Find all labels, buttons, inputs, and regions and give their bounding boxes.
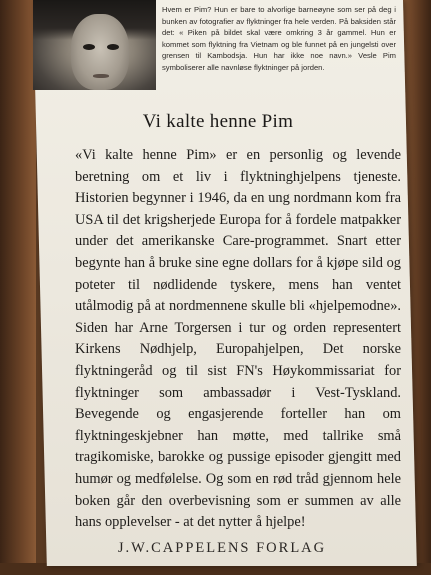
- portrait-mouth: [93, 74, 109, 78]
- portrait-left-eye: [83, 44, 95, 50]
- child-portrait-photo: [33, 0, 156, 90]
- photo-caption: Hvem er Pim? Hun er bare to alvorlige barneøyne som ser på deg i bunken av fotografier av flyktninger fra hele verden. På baksiden står det: « Piken på bildet skal være omkring 3 år gammel. Hun er kommet som flyktning fra Vietnam og ble funnet på en jungelsti over grensen til Kambodsja. Hun har ikke noe navn.» Vesle Pim symboliserer alle navnløse flyktninger på jorden.: [162, 5, 396, 72]
- publisher-name: J.W.CAPPELENS FORLAG: [117, 540, 327, 556]
- book-title: Vi kalte henne Pim: [142, 111, 294, 132]
- portrait-face: [71, 14, 129, 90]
- blurb-text: «Vi kalte henne Pim» er en personlig og levende beretning om et liv i flyktninghjelpens tjeneste. Historien begynner i 1946, da en ung nordmann kom fra USA til det krigsherjede Europa for å fordele matpakker under det amerikanske Care-programmet. Snart etter begynte han å bruke sine egne dollars for å kjøpe sild og poteter til nødlidende tyskere, mens han ventet utålmodig på at nordmennene skulle bli «hjelpemodne». Siden har Arne Torgersen i tur og orden representert Kirkens Nødhjelp, Europahjelpen, Det norske flyktningeråd og til sist FN's Høykommissariat for flyktninger som ambassadør i Vest-Tyskland. Bevegende og engasjerende forteller han om flyktningeskjebner han møtte, med tallrike små tragikomiske, barokke og pussige episoder gjengitt med humør og medfølelse. Og som en rød tråd gjennom hele boken går den overbevisning som er summen av alle hans opplevelser - at det nytter å hjelpe!: [75, 147, 401, 531]
- wooden-surface-left: [0, 0, 36, 575]
- portrait-right-eye: [107, 44, 119, 50]
